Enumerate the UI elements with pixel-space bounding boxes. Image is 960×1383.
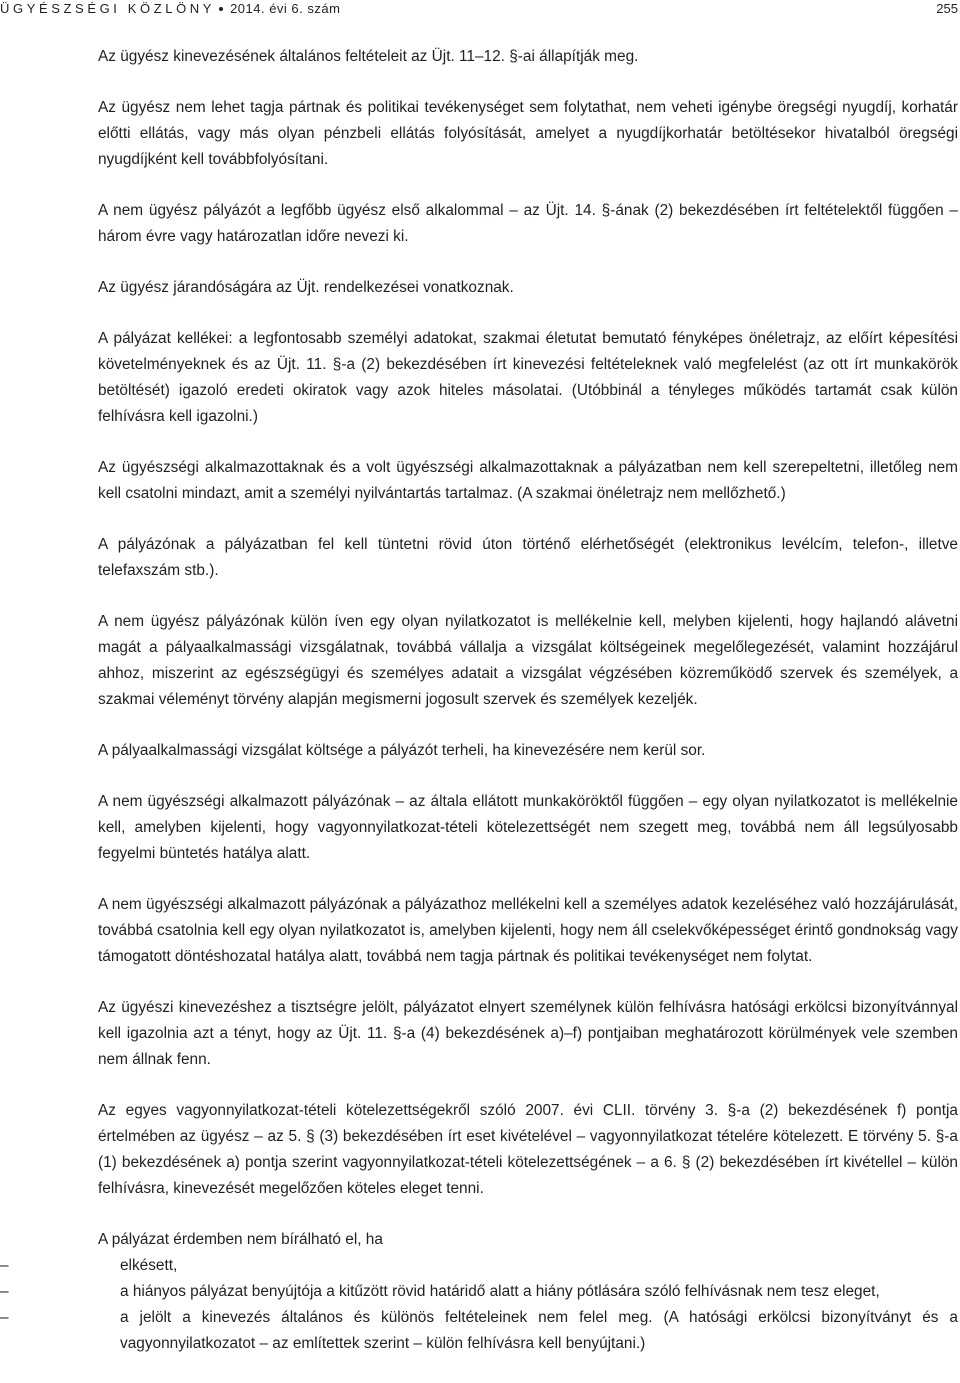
paragraph: Az ügyész járandóságára az Üjt. rendelkezései vonatkoznak. (98, 279, 514, 296)
page-number: 255 (936, 1, 958, 16)
paragraph: A nem ügyészségi alkalmazott pályázónak a pályázathoz mellékelni kell a személyes adatok kezeléséhez való hozzájárulását, továbbá csatolnia kell egy olyan nyilatkozatot is, amelyben kijelenti, hogy nem áll cselekvőképességet érintő gondnokság vagy támogatott döntéshozatal hatálya alatt, továbbá nem tagja pártnak és politikai tevékenységet nem folytat. (98, 896, 958, 965)
issue-label: 2014. évi 6. szám (230, 1, 341, 16)
list-item (0, 1253, 958, 1279)
list-item-text: elkésett, (120, 1257, 178, 1274)
bullet-separator-icon (219, 7, 223, 11)
paragraph: A nem ügyészségi alkalmazott pályázónak – az általa ellátott munkaköröktől függően – egy olyan nyilatkozatot is mellékelnie kell, amelyben kijelenti, hogy vagyonnyilatkozat-tételi kötelezettségét nem szegett meg, továbbá nem áll legsúlyosabb fegyelmi büntetés hatálya alatt. (98, 793, 958, 862)
list-intro: A pályázat érdemben nem bírálható el, ha (98, 1231, 383, 1248)
paragraph: A nem ügyész pályázót a legfőbb ügyész első alkalommal – az Üjt. 14. §-ának (2) bekezdésében írt feltételektől függően – három évre vagy határozatlan időre nevezi ki. (98, 202, 958, 245)
paragraph: Az ügyész nem lehet tagja pártnak és politikai tevékenységet sem folytathat, nem veheti igénybe öregségi nyugdíj, korhatár előtti ellátás, vagy más olyan pénzbeli ellátás folyósítását, amelyet a nyugdíjkorhatár betöltésekor hivatalból öregségi nyugdíjként kell továbbfolyósítani. (98, 99, 958, 168)
paragraph: A nem ügyész pályázónak külön íven egy olyan nyilatkozatot is mellékelnie kell, melyben kijelenti, hogy hajlandó alávetni magát a pályaalkalmassági vizsgálatnak, továbbá vállalja a vizsgálat költségeinek megelőlegezését, valamint hozzájárul ahhoz, miszerint az egészségügyi és személyes adatait a vizsgálat végzésében közreműködő szervek és személyek, a szakmai véleményt törvény alapján megismerni jogosult szervek és személyek kezeljék. (98, 613, 958, 708)
paragraph: Az ügyészi kinevezéshez a tisztségre jelölt, pályázatot elnyert személynek külön felhívásra hatósági erkölcsi bizonyítvánnyal kell igazolnia azt a tényt, hogy az Üjt. 11. §-a (4) bekezdésének a)–f) pontjaiban meghatározott körülmények vele szemben nem állnak fenn. (98, 999, 958, 1068)
paragraph: Az ügyész kinevezésének általános feltételeit az Üjt. 11–12. §-ai állapítják meg. (98, 48, 639, 65)
dash-bullet-icon: – (0, 1257, 9, 1274)
list-item-text: a hiányos pályázat benyújtója a kitűzött rövid határidő alatt a hiány pótlására szóló felhívásnak nem tesz eleget, (120, 1283, 880, 1300)
rejection-conditions-list (0, 1253, 958, 1357)
list-item (0, 1305, 958, 1357)
document-body (0, 44, 958, 1357)
paragraph: A pályázat kellékei: a legfontosabb személyi adatokat, szakmai életutat bemutató fényképes önéletrajz, az előírt képesítési követelményeknek és az Üjt. 11. §-a (2) bekezdésében írt kinevezési feltételeknek való megfelelést (az ott írt munkakörök betöltését) igazoló eredeti okiratok vagy azok hiteles másolatai. (Utóbbinál a tényleges működés tartamát csak külön felhívásra kell igazolni.) (98, 330, 958, 425)
list-item-text: a jelölt a kinevezés általános és különös feltételeinek nem felel meg. (A hatósági erkölcsi bizonyítványt és a vagyonnyilatkozatot – az említettek szerint – külön felhívásra kell benyújtani.) (120, 1309, 958, 1352)
paragraph: A pályázónak a pályázatban fel kell tüntetni rövid úton történő elérhetőségét (elektronikus levélcím, telefon-, illetve telefaxszám stb.). (98, 536, 958, 579)
running-head (0, 1, 340, 16)
list-item (0, 1279, 958, 1305)
paragraph: Az ügyészségi alkalmazottaknak és a volt ügyészségi alkalmazottaknak a pályázatban nem kell szerepeltetni, illetőleg nem kell csatolni mindazt, amit a személyi nyilvántartás tartalmaz. (A szakmai önéletrajz nem mellőzhető.) (98, 459, 958, 502)
dash-bullet-icon: – (0, 1309, 9, 1326)
dash-bullet-icon: – (0, 1283, 9, 1300)
page-header (0, 0, 960, 20)
paragraph: Az egyes vagyonnyilatkozat-tételi kötelezettségekről szóló 2007. évi CLII. törvény 3. §-a (2) bekezdésének f) pontja értelmében az ügyész – az 5. § (3) bekezdésében írt eset kivételével – vagyonnyilatkozat tételére kötelezett. E törvény 5. §-a (1) bekezdésének a) pontja szerint vagyonnyilatkozat-tételi kötelezettségének – a 6. § (2) bekezdésében írt kivétellel – külön felhívásra, kinevezését megelőzően köteles eleget tenni. (98, 1102, 958, 1197)
paragraph: A pályaalkalmassági vizsgálat költsége a pályázót terheli, ha kinevezésére nem kerül sor. (98, 742, 706, 759)
publication-title: ÜGYÉSZSÉGI KÖZLÖNY (0, 1, 216, 16)
